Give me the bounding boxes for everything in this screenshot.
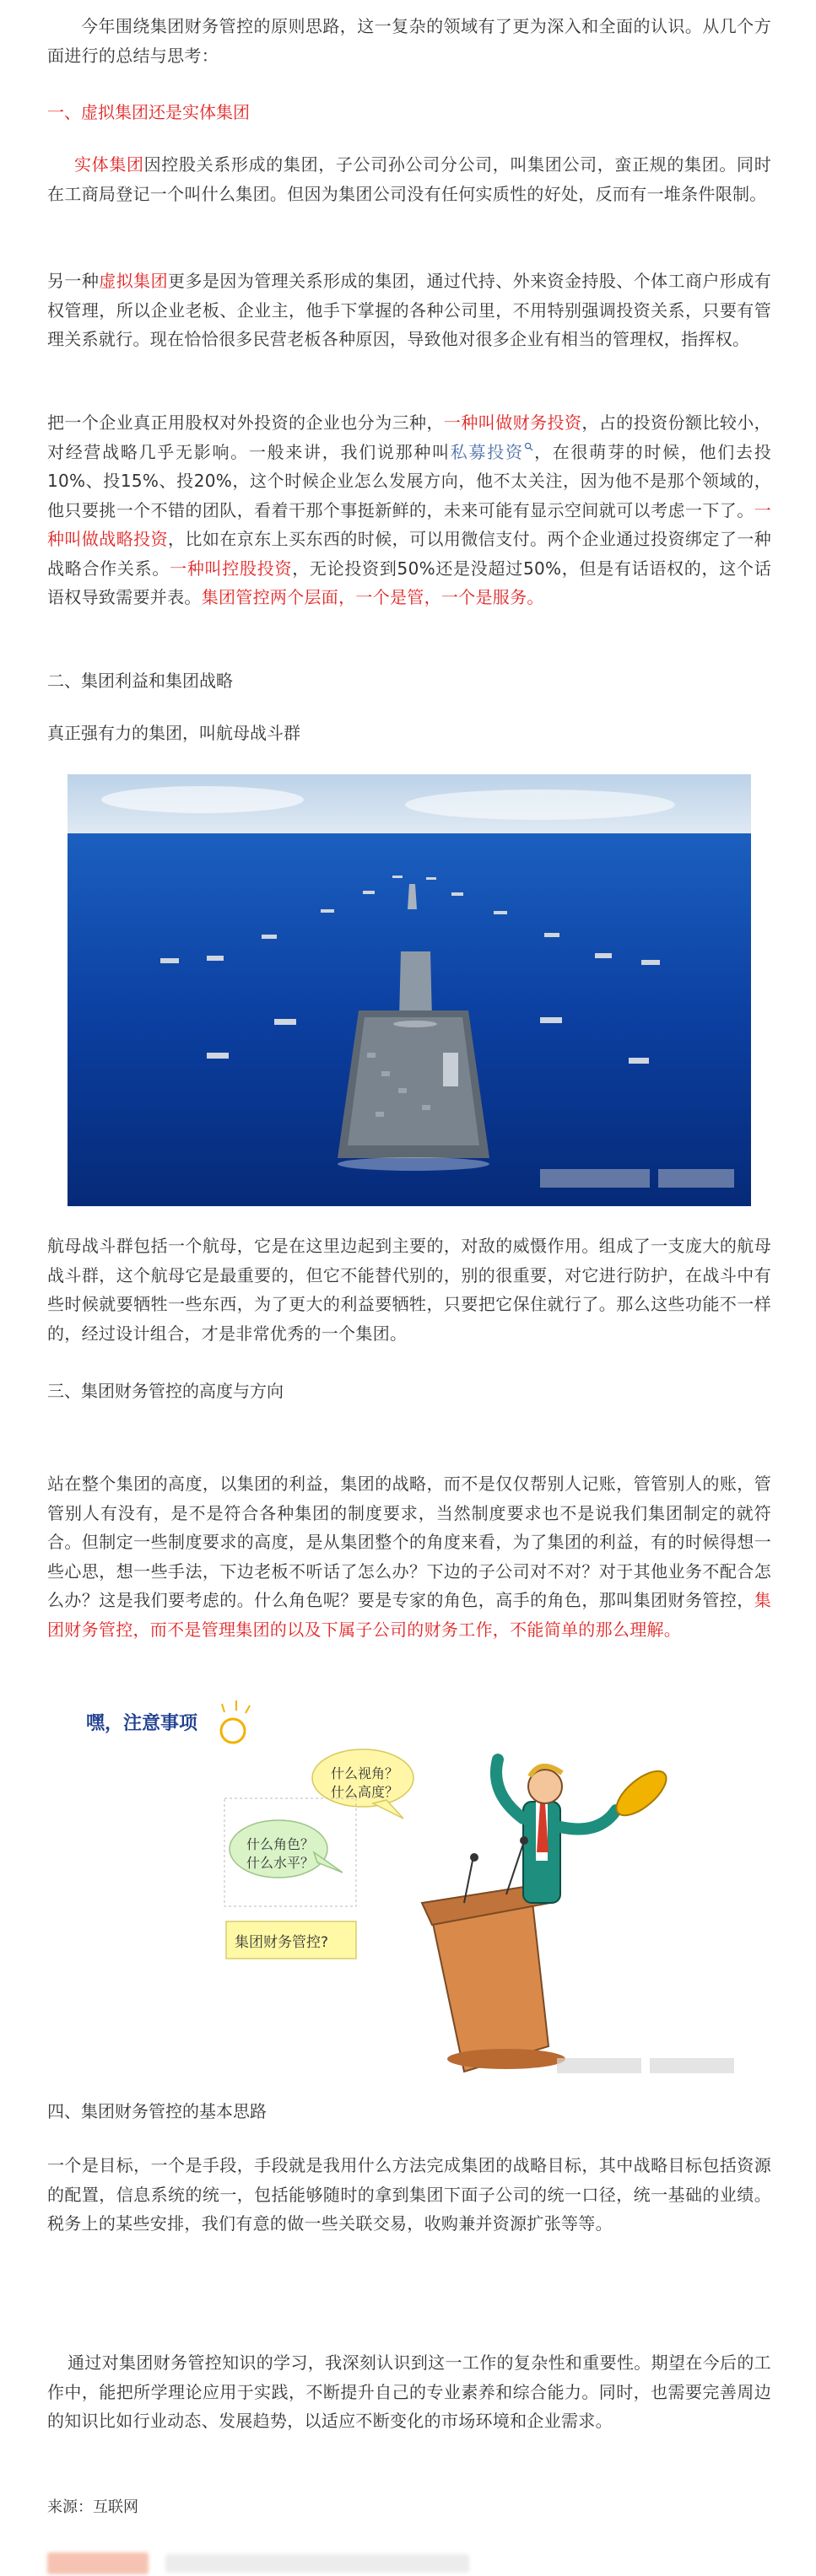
section-4-paragraph-1: 一个是目标，一个是手段，手段就是我用什么方法完成集团的战略目标，其中战略目标包括资源的配置，信息系统的统一，包括能够随时的拿到集团下面子公司的统一口径，统一基础的业绩。税务上的某些安排，我们有意的做一些关联交易，收购兼并资源扩张等等。 (47, 2155, 771, 2234)
group-control-two-levels: 集团管控两个层面，一个是管，一个是服务。 (201, 587, 544, 607)
source-line: 来源：互联网 (47, 2498, 138, 2516)
private-equity-link[interactable] (451, 442, 533, 462)
conclusion-paragraph: 通过对集团财务管控知识的学习，我深刻认识到这一工作的复杂性和重要性。期望在今后的工作中，能把所学理论应用于实践，不断提升自己的专业素养和综合能力。同时，也需要完善周边的知识比如行业动态、发展趋势，以适应不断变化的市场环境和企业需求。 (47, 2352, 771, 2431)
s3-text-a: 站在整个集团的高度，以集团的利益，集团的战略，而不是仅仅帮别人记账，管管别人的账，管管别人有没有，是不是符合各种集团的制度要求，当然制度要求也不是说我们集团制定的就符合。但制定一些制度要求的高度，是从集团整个的角度来看，为了集团的利益，有的时候得想一些心思，想一些手法，下边老板不听话了怎么办？下边的子公司对不对？对于其他业务不配合怎么办？这是我们要考虑的。什么角色呢？要是专家的角色，高手的角色，那叫集团财务管控， (47, 1474, 771, 1610)
virtual-group-text: 更多是因为管理关系形成的集团，通过代持、外来资金持股、个体工商户形成有权管理，所以企业老板、企业主，他手下掌握的各种公司里，不用特别强调投资关系，只要有管理关系就行。现在恰恰很多民营老板各种原因，导致他对很多企业有相当的管理权，指挥权。 (47, 271, 772, 349)
section-2-heading: 二、集团利益和集团战略 (47, 671, 233, 691)
bottom-bar (47, 2549, 771, 2576)
section-4-heading: 四、集团财务管控的基本思路 (47, 2101, 267, 2121)
strategic-investment-term: 一种叫做战略投资 (47, 499, 771, 549)
section-3-heading: 三、集团财务管控的高度与方向 (47, 1381, 284, 1401)
bubble-1-line-1: 什么视角？ (331, 1765, 399, 1781)
section-2-subheading: 真正强有力的集团，叫航母战斗群 (47, 723, 300, 743)
sticky-note: 集团财务管控? (235, 1934, 329, 1951)
section-2-paragraph-1: 航母战斗群包括一个航母，它是在这里边起到主要的，对敌的威慑作用。组成了一支庞大的航母战斗群，这个航母它是最重要的，但它不能替代别的，别的很重要，对它进行防护，在战斗中有些时候就要牺牲一些东西，为了更大的利益要牺牲，只要把它保住就行了。那么这些功能不一样的，经过设计组合，才是非常优秀的一个集团。 (47, 1236, 771, 1344)
bubble-2-line-2: 什么水平？ (246, 1855, 315, 1871)
p3-text-e: ，无论投资到50%还是没超过50%，但是有话语权的，这个话语权导致需要并表。 (47, 558, 772, 607)
section-1-paragraph-1 (47, 150, 771, 208)
p3-text-c: ，在很萌芽的时候，他们去投10%、投15%、投20%，这个时候企业怎么发展方向，他不太关注，因为他不是那个领域的，他只要挑一个不错的团队，看着干那个事挺新鲜的，未来可能有显示空间就可以考虑一下了。 (47, 441, 771, 520)
cartoon-title: 嘿，注意事项 (86, 1713, 198, 1734)
holding-investment-term: 一种叫控股投资 (170, 558, 293, 579)
search-icon (524, 442, 533, 451)
p3-text-b: ，占的投资份额比较小，对经营战略几乎无影响。一般来讲，我们说那种叫 (47, 412, 771, 462)
bubble-2-line-1: 什么角色？ (246, 1836, 315, 1852)
section-1-paragraph-2 (47, 267, 771, 354)
p3-text-a: 把一个企业真正用股权对外投资的企业也分为三种， (47, 412, 444, 433)
virtual-group-term: 虚拟集团 (99, 271, 169, 291)
aircraft-carrier-fleet-photo (68, 774, 751, 1206)
attention-cartoon (68, 1692, 751, 2080)
carrier-fleet-image (68, 774, 751, 1206)
lightbulb-icon (221, 1700, 250, 1743)
section-1-heading: 一、虚拟集团还是实体集团 (47, 102, 250, 122)
bubble-1-line-2: 什么高度？ (331, 1784, 399, 1800)
private-equity-link-label: 私募投资 (450, 441, 524, 462)
section-3-paragraph-1 (47, 1469, 771, 1644)
virtual-group-lead: 另一种 (47, 271, 100, 291)
intro-paragraph: 今年围绕集团财务管控的原则思路，这一复杂的领域有了更为深入和全面的认识。从几个方面进行的总结与思考： (47, 16, 771, 66)
speaker-at-podium-icon (422, 1760, 673, 2072)
p3-text-d: ，比如在京东上买东西的时候，可以用微信支付。两个企业通过投资绑定了一种战略合作关系。 (47, 529, 772, 579)
entity-group-term: 实体集团 (74, 154, 144, 175)
cartoon-art (68, 1692, 751, 2080)
s3-highlight: 集团财务管控，而不是管理集团的以及下属子公司的财务工作，不能简单的那么理解。 (47, 1590, 771, 1640)
financial-investment-term: 一种叫做财务投资 (443, 412, 582, 433)
entity-group-text: 因控股关系形成的集团，子公司孙公司分公司，叫集团公司，蛮正规的集团。同时在工商局登记一个叫什么集团。但因为集团公司没有任何实质性的好处，反而有一堆条件限制。 (47, 154, 771, 204)
section-1-paragraph-3 (47, 408, 771, 612)
